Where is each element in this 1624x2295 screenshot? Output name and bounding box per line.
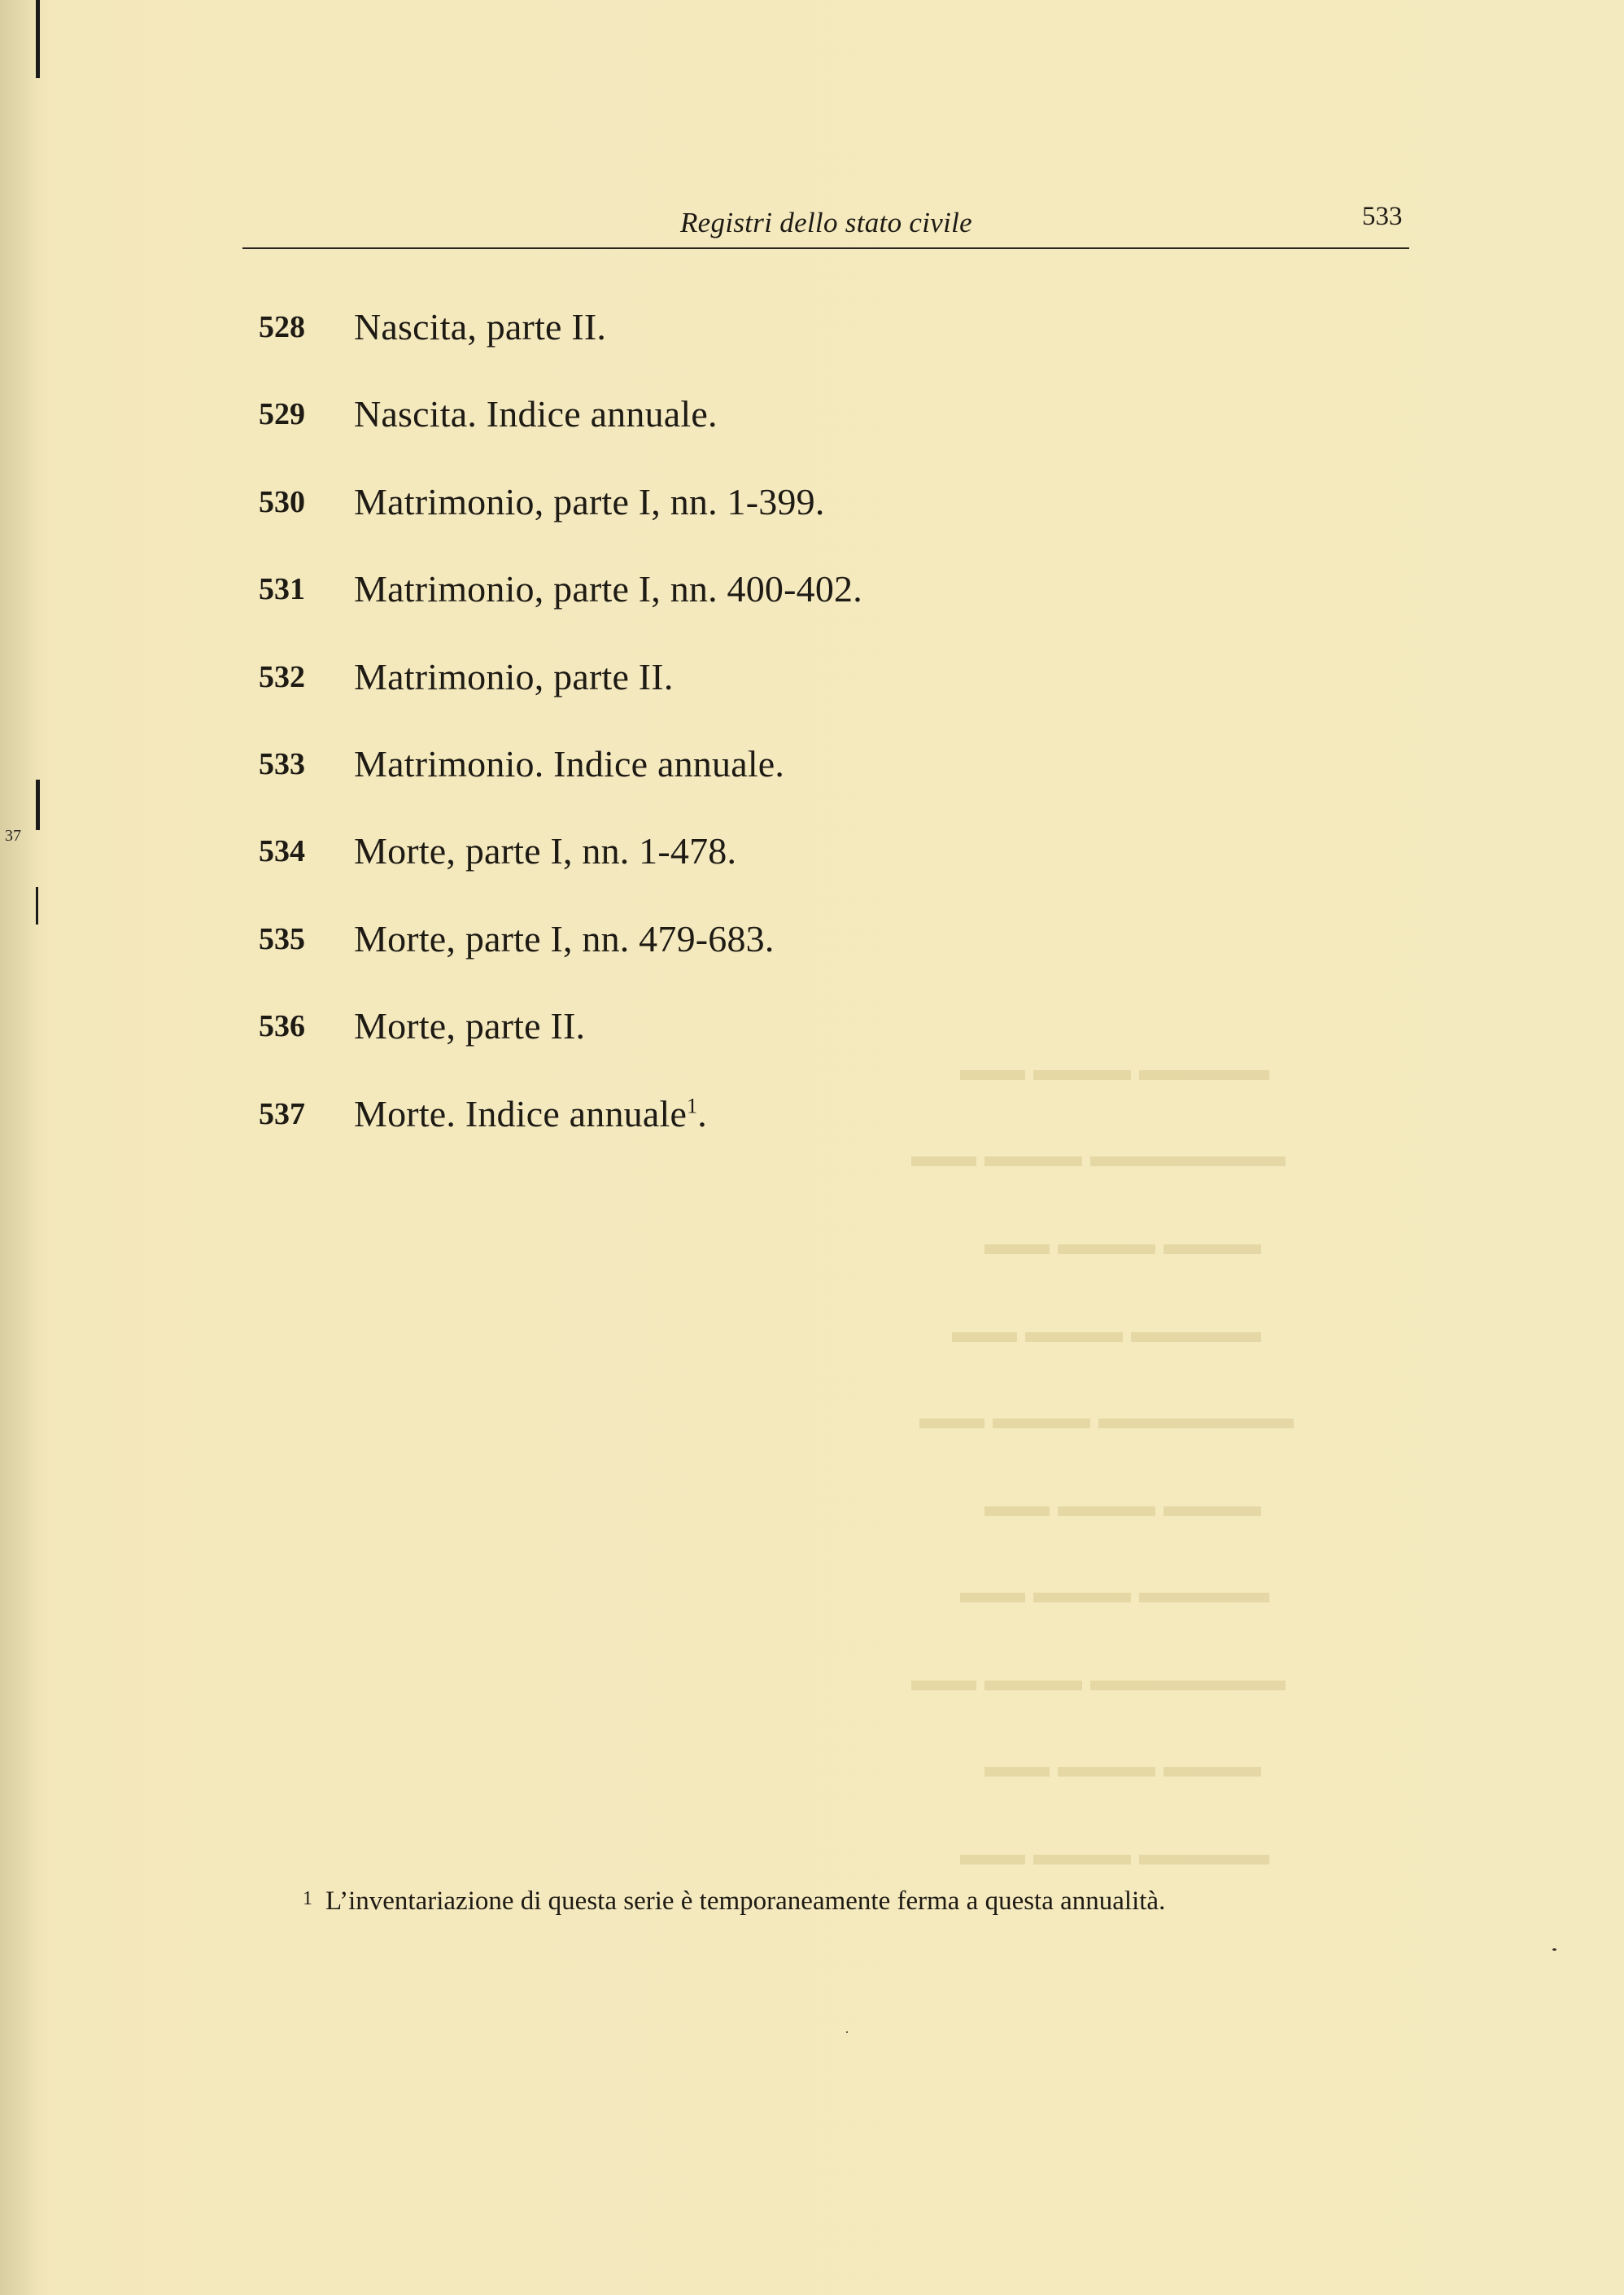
entry-title: Nascita. Indice annuale. [354, 393, 718, 435]
entry-title: Matrimonio, parte I, nn. 1-399. [354, 480, 825, 522]
list-item [259, 1002, 862, 1089]
entry-number: 528 [259, 310, 305, 344]
entry-number: 537 [259, 1096, 305, 1131]
bleed-through: ▬▬▬▬ ▬▬▬ ▬▬ [960, 1573, 1269, 1610]
bleed-through: ▬▬▬▬▬▬ ▬▬▬ ▬▬ [919, 1399, 1294, 1436]
entry-title: Morte, parte I, nn. 1-478. [354, 830, 737, 872]
footnote-mark: 1 [303, 1888, 312, 1909]
edge-mark [36, 887, 38, 925]
bleed-through: ▬▬▬▬ ▬▬▬ ▬▬ [952, 1313, 1261, 1349]
entry-number: 535 [259, 921, 305, 956]
paper-speck [1552, 1948, 1556, 1951]
edge-mark [36, 780, 40, 830]
entry-number: 536 [259, 1009, 305, 1044]
binding-edge [0, 0, 36, 2295]
footnote-ref: 1 [687, 1094, 698, 1118]
entry-number: 533 [259, 746, 305, 781]
entry-title-text: Morte. Indice annuale [354, 1092, 688, 1134]
entry-number: 530 [259, 484, 305, 519]
page-number: 533 [1362, 202, 1403, 231]
entry-title: Matrimonio. Indice annuale. [354, 742, 785, 785]
footnote-text: L’inventariazione di questa serie è temporaneamente ferma a questa annualità. [325, 1886, 1166, 1916]
entry-title: Morte, parte I, nn. 479-683. [354, 917, 775, 960]
entry-title: Matrimonio, parte I, nn. 400-402. [354, 568, 862, 610]
entry-title [354, 1090, 707, 1139]
entry-number: 531 [259, 572, 305, 607]
header-rule [242, 247, 1409, 249]
list-item [259, 827, 862, 914]
running-title: Registri dello stato civile [680, 207, 973, 238]
bleed-through: ▬▬▬▬▬▬ ▬▬▬ ▬▬ [911, 1137, 1286, 1174]
list-item [259, 915, 862, 1002]
entry-title-punct: . [697, 1092, 707, 1134]
list-item [259, 740, 862, 827]
entry-number: 534 [259, 834, 305, 869]
paper-speck [846, 2031, 848, 2033]
edge-mark [36, 0, 40, 78]
bleed-through: ▬▬▬ ▬▬▬ ▬▬ [984, 1225, 1261, 1261]
bleed-through: ▬▬▬▬▬▬ ▬▬▬ ▬▬ [911, 1661, 1286, 1698]
edge-label: 37 [5, 827, 21, 845]
bleed-through: ▬▬▬▬ ▬▬▬ ▬▬ [960, 1835, 1269, 1872]
list-item [259, 303, 862, 390]
entry-title: Nascita, parte II. [354, 306, 607, 348]
list-item [259, 390, 862, 477]
entry-number: 529 [259, 397, 305, 432]
entry-title: Matrimonio, parte II. [354, 655, 674, 697]
bleed-through: ▬▬▬ ▬▬▬ ▬▬ [984, 1747, 1261, 1784]
entry-list [259, 303, 862, 1177]
entry-number: 532 [259, 659, 305, 694]
list-item [259, 653, 862, 740]
list-item [259, 1090, 862, 1177]
list-item [259, 565, 862, 652]
bleed-through: ▬▬▬ ▬▬▬ ▬▬ [984, 1487, 1261, 1523]
entry-title: Morte, parte II. [354, 1005, 586, 1047]
bleed-through: ▬▬▬▬ ▬▬▬ ▬▬ [960, 1051, 1269, 1087]
footnote [303, 1886, 1165, 1917]
list-item [259, 478, 862, 565]
